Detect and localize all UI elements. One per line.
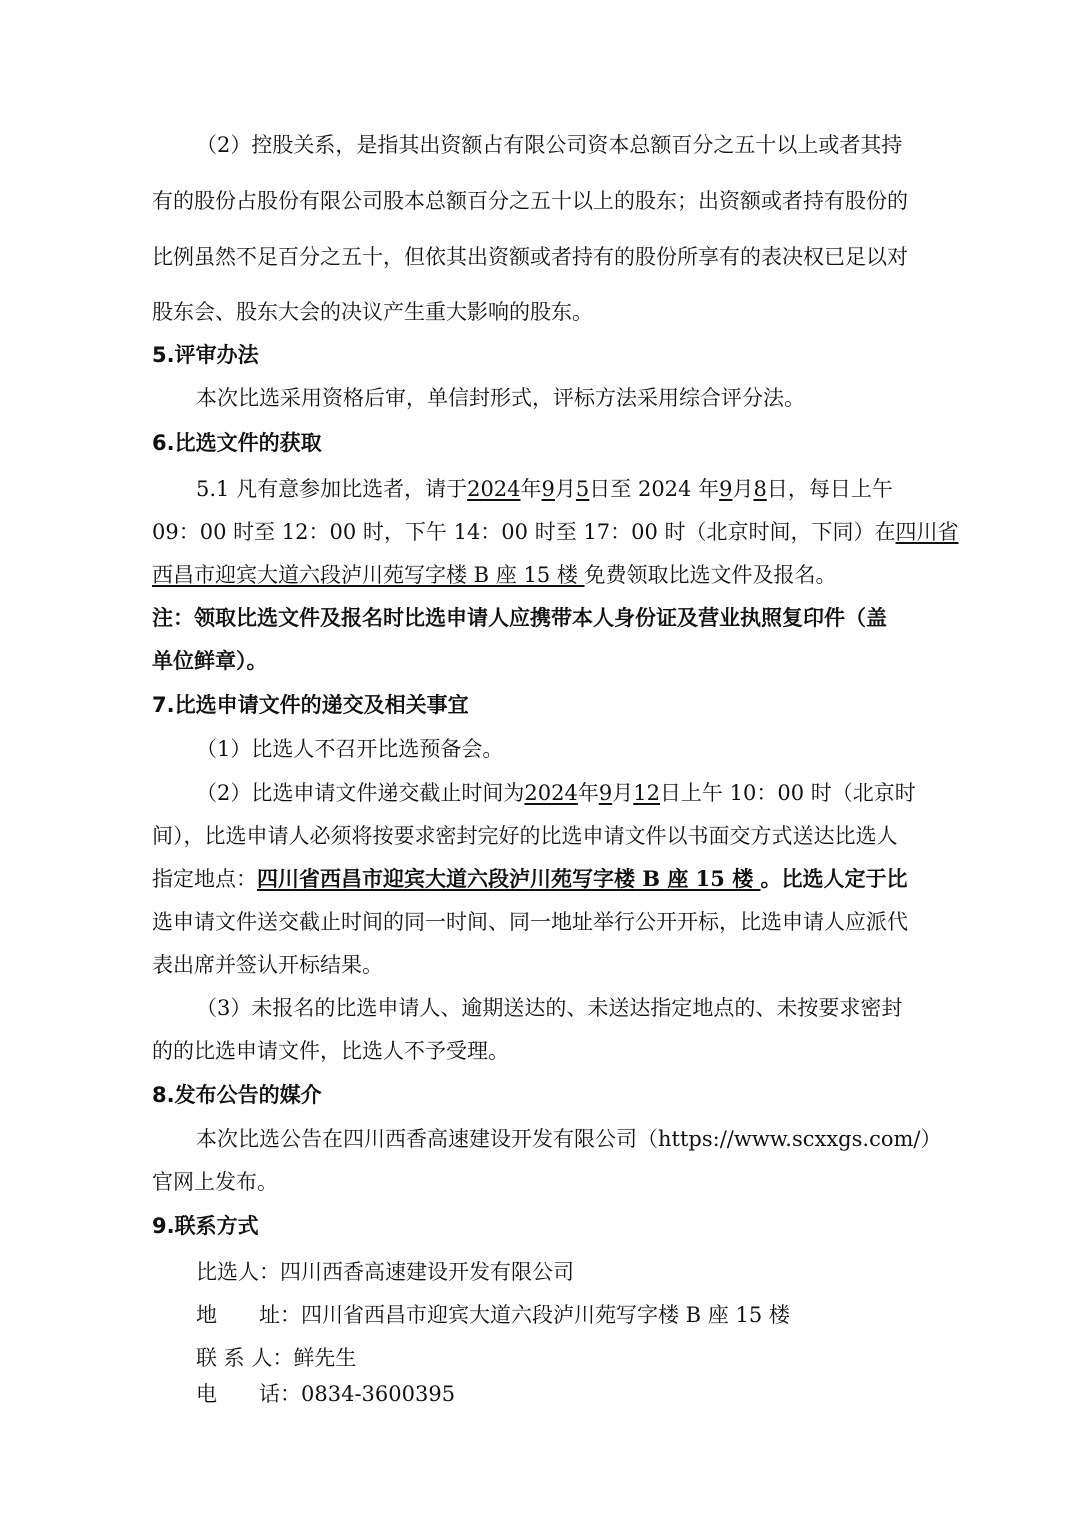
section-7-para1: （1）比选人不召开比选预备会。 bbox=[196, 737, 504, 761]
section-8-heading: 8.发布公告的媒介 bbox=[152, 1083, 322, 1107]
section-6-line1 bbox=[196, 474, 893, 504]
section-6-heading: 6.比选文件的获取 bbox=[152, 431, 322, 455]
section-6-note-line1: 注：领取比选文件及报名时比选申请人应携带本人身份证及营业执照复印件（盖 bbox=[152, 605, 887, 630]
contact-phone bbox=[196, 1379, 455, 1409]
deadline-month: 9 bbox=[598, 781, 613, 805]
section-8-line2: 官网上发布。 bbox=[152, 1170, 278, 1194]
contact-value: 鲜先生 bbox=[293, 1346, 357, 1370]
end-day: 8 bbox=[753, 477, 767, 501]
text: （2）比选申请文件递交截止时间为 bbox=[196, 781, 525, 805]
section-6-line3 bbox=[152, 560, 837, 590]
section-6-line2 bbox=[152, 517, 959, 547]
text: 09：00 时至 12：00 时，下午 14：00 时至 17：00 时（北京时间，下同）在 bbox=[152, 520, 896, 544]
section-5-heading: 5.评审办法 bbox=[152, 343, 259, 367]
section-7-para2-line3 bbox=[152, 864, 908, 894]
pickup-address-part1: 四川省 bbox=[895, 520, 959, 544]
section-7-heading: 7.比选申请文件的递交及相关事宜 bbox=[152, 693, 469, 717]
deadline-day: 12 bbox=[633, 781, 660, 805]
pickup-address-part2: 西昌市迎宾大道六段泸川苑写字楼 B 座 15 楼 bbox=[152, 563, 585, 587]
text: 年 bbox=[577, 781, 599, 805]
section-7-para2-line4: 选申请文件送交截止时间的同一时间、同一地址举行公开开标，比选申请人应派代 bbox=[152, 910, 908, 934]
section-8-line1: 本次比选公告在四川西香高速建设开发有限公司（https://www.scxxgs.com/） bbox=[196, 1127, 942, 1151]
text: 日上午 10：00 时（北京时 bbox=[659, 781, 916, 805]
text: 日至 2024 年 bbox=[589, 477, 720, 501]
text: 5.1 凡有意参加比选者，请于 bbox=[196, 477, 468, 501]
section-7-para2-line2: 间），比选申请人必须将按要求密封完好的比选申请文件以书面交方式送达比选人 bbox=[152, 824, 898, 848]
contact-label: 电 话： bbox=[196, 1382, 301, 1406]
end-month: 9 bbox=[719, 477, 733, 501]
section-6-note-line2: 单位鲜章）。 bbox=[152, 648, 268, 673]
contact-value: 四川西香高速建设开发有限公司 bbox=[280, 1260, 574, 1284]
section-7-para2-line1 bbox=[196, 778, 916, 808]
section-7-para3-line2: 的的比选申请文件，比选人不予受理。 bbox=[152, 1039, 509, 1063]
s4-para2-line2: 有的股份占股份有限公司股本总额百分之五十以上的股东；出资额或者持有股份的 bbox=[152, 189, 908, 213]
text: 。比选人定于比 bbox=[760, 866, 908, 891]
submission-address: 四川省西昌市迎宾大道六段泸川苑写字楼 B 座 15 楼 bbox=[257, 866, 761, 891]
text: 日，每日上午 bbox=[766, 477, 893, 501]
contact-value: 四川省西昌市迎宾大道六段泸川苑写字楼 B 座 15 楼 bbox=[301, 1303, 790, 1327]
contact-label: 联 系 人： bbox=[196, 1346, 294, 1370]
s4-para2-line1: （2）控股关系，是指其出资额占有限公司资本总额百分之五十以上或者其持 bbox=[196, 133, 903, 157]
section-7-para3-line1: （3）未报名的比选申请人、逾期送达的、未送达指定地点的、未按要求密封 bbox=[196, 996, 903, 1020]
text: 年 bbox=[520, 477, 542, 501]
contact-bidder bbox=[196, 1257, 574, 1287]
section-5-text: 本次比选采用资格后审，单信封形式，评标方法采用综合评分法。 bbox=[196, 386, 805, 410]
text: 免费领取比选文件及报名。 bbox=[584, 563, 837, 587]
s4-para2-line3: 比例虽然不足百分之五十，但依其出资额或者持有的股份所享有的表决权已足以对 bbox=[152, 245, 908, 269]
text: 指定地点： bbox=[152, 867, 257, 891]
start-day: 5 bbox=[575, 477, 590, 501]
contact-label: 地 址： bbox=[196, 1303, 301, 1327]
text: 月 bbox=[554, 477, 576, 501]
deadline-year: 2024 bbox=[524, 781, 578, 805]
contact-address bbox=[196, 1300, 790, 1330]
start-month: 9 bbox=[541, 477, 555, 501]
contact-label: 比选人： bbox=[196, 1260, 280, 1284]
section-7-para2-line5: 表出席并签认开标结果。 bbox=[152, 953, 383, 977]
contact-value: 0834-3600395 bbox=[301, 1382, 456, 1406]
s4-para2-line4: 股东会、股东大会的决议产生重大影响的股东。 bbox=[152, 300, 593, 324]
section-9-heading: 9.联系方式 bbox=[152, 1214, 259, 1238]
contact-person bbox=[196, 1343, 356, 1373]
text: 月 bbox=[612, 781, 634, 805]
text: 月 bbox=[732, 477, 754, 501]
start-year: 2024 bbox=[467, 477, 521, 501]
